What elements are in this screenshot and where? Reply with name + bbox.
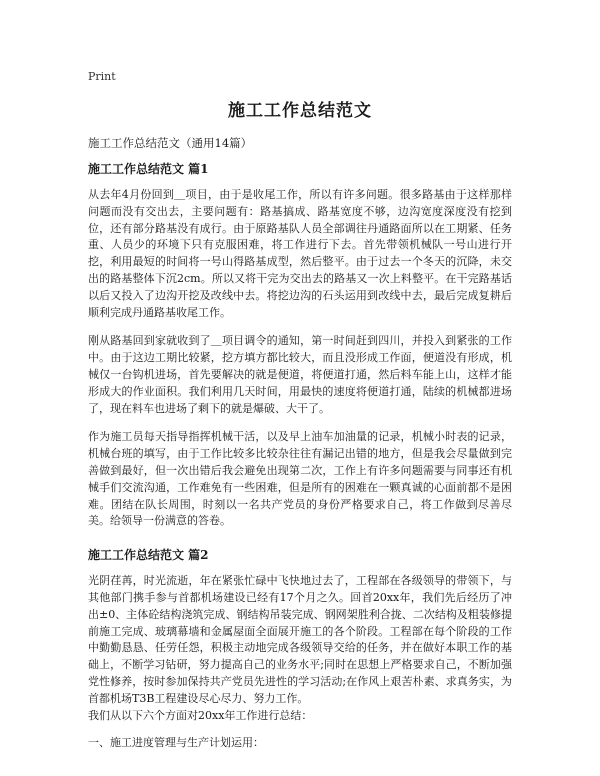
article-2-paragraph-1: 光阴荏苒，时光流逝，年在紧张忙碌中飞快地过去了，工程部在各级领导的带领下，与其他部门携手参与首都机场建设已经有17个月之久。回首20xx年，我们先后经历了冲出±0、主体砼结构浇筑完成、钢结构吊装完成、钢网架胜利合拢、二次结构及粗装修提前施工完成、玻璃幕墙和金属屋面全面展开施工的各个阶段。工程部在每个阶段的工作中勤勤恳恳、任劳任怨，积极主动地完成各级领导交给的任务，并在做好本职工作的基础上，不断学习钻研，努力提高自己的业务水平;同时在思想上严格要求自己，不断加强党性修养，按时参加保持共产党员先进性的学习活动;在作风上艰苦朴素、求真务实，为首都机场T3B工程建设尽心尽力、努力工作。 <box>88 574 513 705</box>
document-subtitle: 施工工作总结范文（通用14篇） <box>88 136 253 150</box>
article-1-paragraph-1: 从去年4月份回到＿项目，由于是收尾工作，所以有许多问题。很多路基由于这样那样问题而没有交出去，主要问题有：路基搞成、路基宽度不够，边沟宽度深度没有挖到位，还有部分路基没有成行。由于原路基队人员全部调往丹通路面所以在工期紧、任务重、人员少的环境下只有克服困难，将工作进行下去。首先带领机械队一号山进行开挖，利用最短的时间将一号山得路基成型，然后整平。由于过去一个冬天的沉降，未交出的路基整体下沉2cm。所以又将干完为交出去的路基又一次上料整平。在干完路基话以后又投入了边沟开挖及改线中去。将挖边沟的石头运用到改线中去，最后完成复耕后顺利完成丹通路基收尾工作。 <box>88 188 512 319</box>
article-2-heading: 施工工作总结范文 篇2 <box>88 548 209 563</box>
article-2-section-1-title: 一、施工进度管理与生产计划运用： <box>88 736 264 750</box>
document-title: 施工工作总结范文 <box>228 101 372 121</box>
document-body <box>88 160 512 750</box>
print-link[interactable]: Print <box>88 70 116 83</box>
article-2-intro-line: 我们从以下六个方面对20xx年工作进行总结： <box>88 708 313 722</box>
article-1-paragraph-3: 作为施工员每天指导指挥机械干活，以及早上油车加油量的记录，机械小时表的记录，机械台班的填写，由于工作比较多比较杂往往有漏记出错的地方，但是我会尽量做到完善做到最好，但一次出错后我会避免出现第二次，工作上有许多问题需要与同事还有机械手们交流沟通，工作难免有一些困难，但是所有的困难在一颗真诚的心面前都不是困难。团结在队长周围，时刻以一名共产党员的身份严格要求自己，将工作做到尽善尽美。给领导一份满意的答卷。 <box>88 430 512 528</box>
article-1-paragraph-2: 刚从路基回到家就收到了＿项目调令的通知，第一时间赶到四川，并投入到紧张的工作中。由于这边工期比较紧，挖方填方都比较大，而且没形成工作面，便道没有形成，机械仅一台钩机进场，首先要解决的就是便道，将便道打通，然后料车能上山，这样才能形成大的作业面积。我们利用几天时间，用最快的速度将便道打通，陆续的机械都进场了，现在料车也进场了剩下的就是爆破、大干了。 <box>88 334 512 415</box>
article-1-heading: 施工工作总结范文 篇1 <box>88 162 209 176</box>
